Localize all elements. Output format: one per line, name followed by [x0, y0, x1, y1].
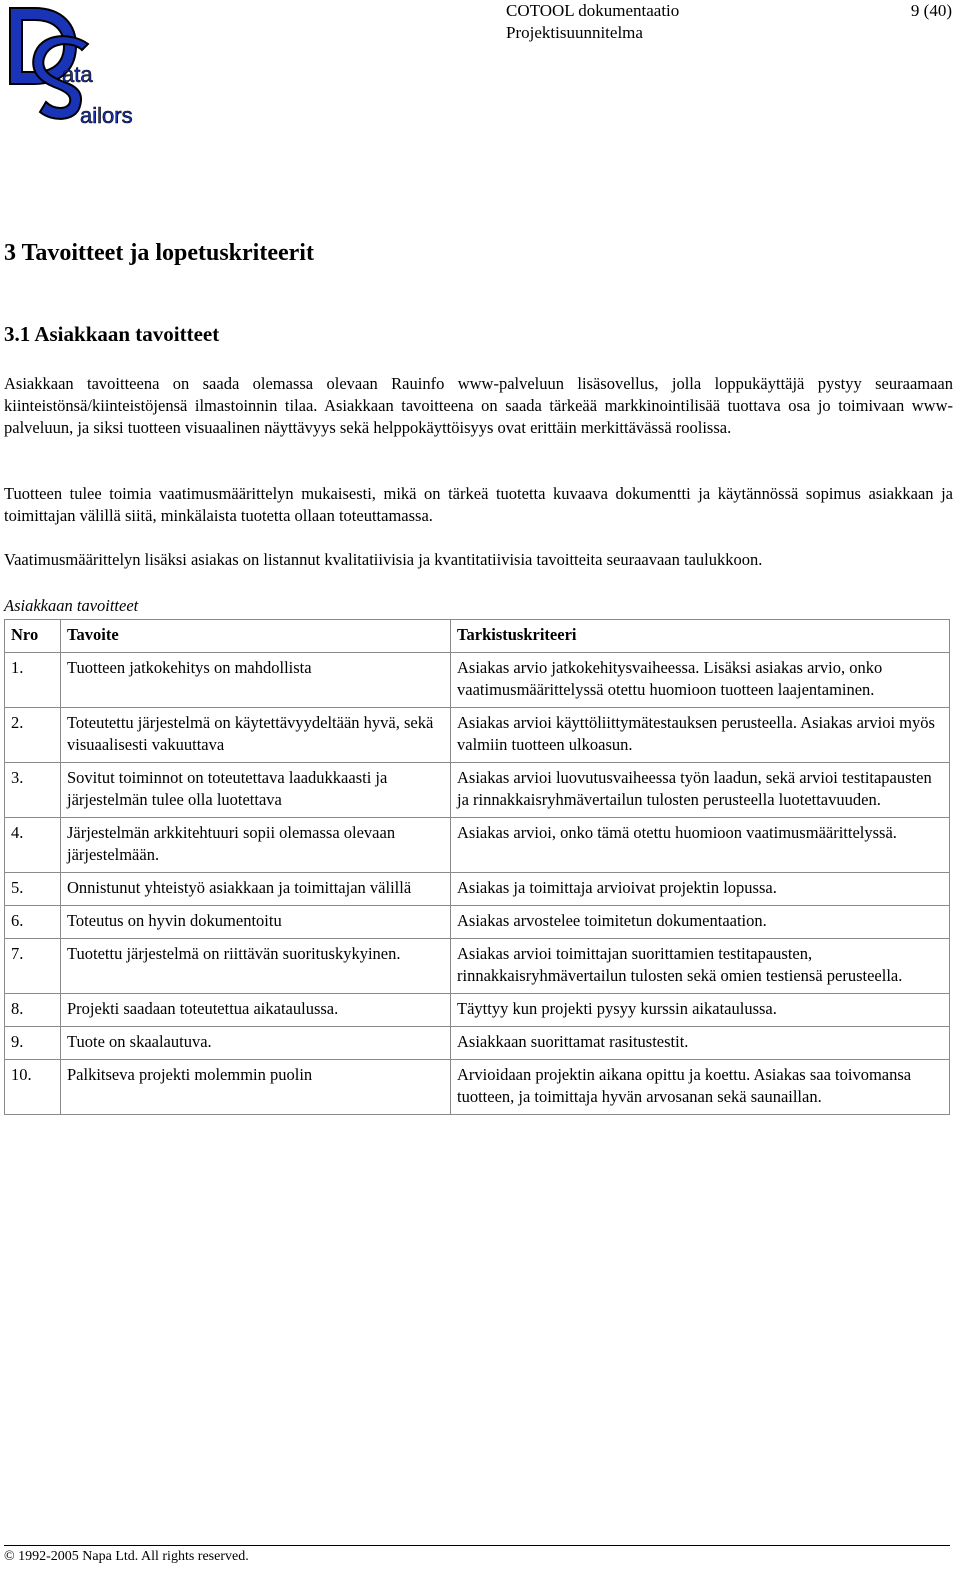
cell-kriteeri: Asiakas arvostelee toimitetun dokumentaation.: [451, 906, 950, 939]
cell-nro: 8.: [5, 994, 61, 1027]
cell-tavoite: Tuotettu järjestelmä on riittävän suorituskykyinen.: [61, 939, 451, 994]
cell-nro: 4.: [5, 818, 61, 873]
cell-tavoite: Tuotteen jatkokehitys on mahdollista: [61, 653, 451, 708]
table-row: [5, 818, 950, 873]
cell-nro: 6.: [5, 906, 61, 939]
document-title: COTOOL dokumentaatio: [506, 1, 680, 20]
section-heading: 3 Tavoitteet ja lopetuskriteerit: [4, 240, 314, 266]
cell-kriteeri: Arvioidaan projektin aikana opittu ja koettu. Asiakas saa toivomansa tuotteen, ja toimittaja hyvän arvosanan sekä saunaillan.: [451, 1060, 950, 1115]
table-row: [5, 708, 950, 763]
document-subtitle: Projektisuunnitelma: [506, 23, 643, 42]
cell-kriteeri: Asiakas arvioi käyttöliittymätestauksen perusteella. Asiakas arvioi myös valmiin tuotteen ulkoasun.: [451, 708, 950, 763]
table-caption: Asiakkaan tavoitteet: [4, 596, 139, 615]
cell-tavoite: Toteutettu järjestelmä on käytettävyydeltään hyvä, sekä visuaalisesti vakuuttava: [61, 708, 451, 763]
cell-tavoite: Onnistunut yhteistyö asiakkaan ja toimittajan välillä: [61, 873, 451, 906]
page-number: 9 (40): [910, 1, 952, 20]
subsection-heading: 3.1 Asiakkaan tavoitteet: [4, 322, 220, 346]
column-header-nro: Nro: [5, 620, 61, 653]
cell-kriteeri: Täyttyy kun projekti pysyy kurssin aikataulussa.: [451, 994, 950, 1027]
cell-tavoite: Toteutus on hyvin dokumentoitu: [61, 906, 451, 939]
cell-nro: 2.: [5, 708, 61, 763]
cell-tavoite: Palkitseva projekti molemmin puolin: [61, 1060, 451, 1115]
svg-text:ailors: ailors: [80, 103, 133, 126]
table-row: [5, 906, 950, 939]
cell-nro: 3.: [5, 763, 61, 818]
table-row: [5, 994, 950, 1027]
cell-nro: 1.: [5, 653, 61, 708]
cell-kriteeri: Asiakas arvioi luovutusvaiheessa työn laadun, sekä arvioi testitapausten ja rinnakkaisryhmävertailun tulosten perusteella luotettavuuden.: [451, 763, 950, 818]
cell-kriteeri: Asiakas ja toimittaja arvioivat projektin lopussa.: [451, 873, 950, 906]
cell-kriteeri: Asiakas arvioi toimittajan suorittamien testitapausten, rinnakkaisryhmävertailun tulosten sekä omien testiensä perusteella.: [451, 939, 950, 994]
data-sailors-logo-mark: [4, 4, 134, 126]
goals-table: [4, 619, 950, 1115]
cell-tavoite: Tuote on skaalautuva.: [61, 1027, 451, 1060]
footer-copyright: © 1992-2005 Napa Ltd. All rights reserved.: [4, 1549, 249, 1564]
table-header-row: [5, 620, 950, 653]
table-row: [5, 1060, 950, 1115]
table-row: [5, 763, 950, 818]
cell-kriteeri: Asiakkaan suorittamat rasitustestit.: [451, 1027, 950, 1060]
cell-nro: 10.: [5, 1060, 61, 1115]
footer-divider: [4, 1545, 950, 1546]
cell-tavoite: Projekti saadaan toteutettua aikataulussa.: [61, 994, 451, 1027]
cell-kriteeri: Asiakas arvioi, onko tämä otettu huomioon vaatimusmäärittelyssä.: [451, 818, 950, 873]
cell-nro: 9.: [5, 1027, 61, 1060]
table-row: [5, 939, 950, 994]
running-header: [506, 0, 952, 44]
table-row: [5, 1027, 950, 1060]
column-header-tarkistuskriteeri: Tarkistuskriteeri: [451, 620, 950, 653]
cell-tavoite: Sovitut toiminnot on toteutettava laadukkaasti ja järjestelmän tulee olla luotettava: [61, 763, 451, 818]
cell-nro: 7.: [5, 939, 61, 994]
paragraph-goals-intro: Asiakkaan tavoitteena on saada olemassa olevaan Rauinfo www-palveluun lisäsovellus, jolla loppukäyttäjä pystyy seuraamaan kiinteistönsä/kiinteistöjensä ilmastoinnin tilaa. Asiakkaan tavoitteena on saada tärkeää markkinointilisää tuottava osa jo toimivaan www-palveluun, ja siksi tuotteen visuaalinen näyttävyys sekä helppokäyttöisyys ovat erittäin merkittävässä roolissa.: [4, 374, 953, 437]
svg-text:ata: ata: [62, 62, 93, 87]
cell-kriteeri: Asiakas arvio jatkokehitysvaiheessa. Lisäksi asiakas arvio, onko vaatimusmäärittelyssä otettu huomioon tuotteen laajentaminen.: [451, 653, 950, 708]
company-logo: [4, 4, 134, 126]
cell-tavoite: Järjestelmän arkkitehtuuri sopii olemassa olevaan järjestelmään.: [61, 818, 451, 873]
column-header-tavoite: Tavoite: [61, 620, 451, 653]
cell-nro: 5.: [5, 873, 61, 906]
paragraph-table-intro: Vaatimusmäärittelyn lisäksi asiakas on listannut kvalitatiivisia ja kvantitatiivisia tavoitteita seuraavaan taulukkoon.: [4, 550, 763, 569]
table-row: [5, 873, 950, 906]
paragraph-requirements: Tuotteen tulee toimia vaatimusmäärittelyn mukaisesti, mikä on tärkeä tuotetta kuvaava dokumentti ja käytännössä sopimus asiakkaan ja toimittajan välillä siitä, minkälaista tuotetta ollaan toteuttamassa.: [4, 484, 953, 525]
table-row: [5, 653, 950, 708]
